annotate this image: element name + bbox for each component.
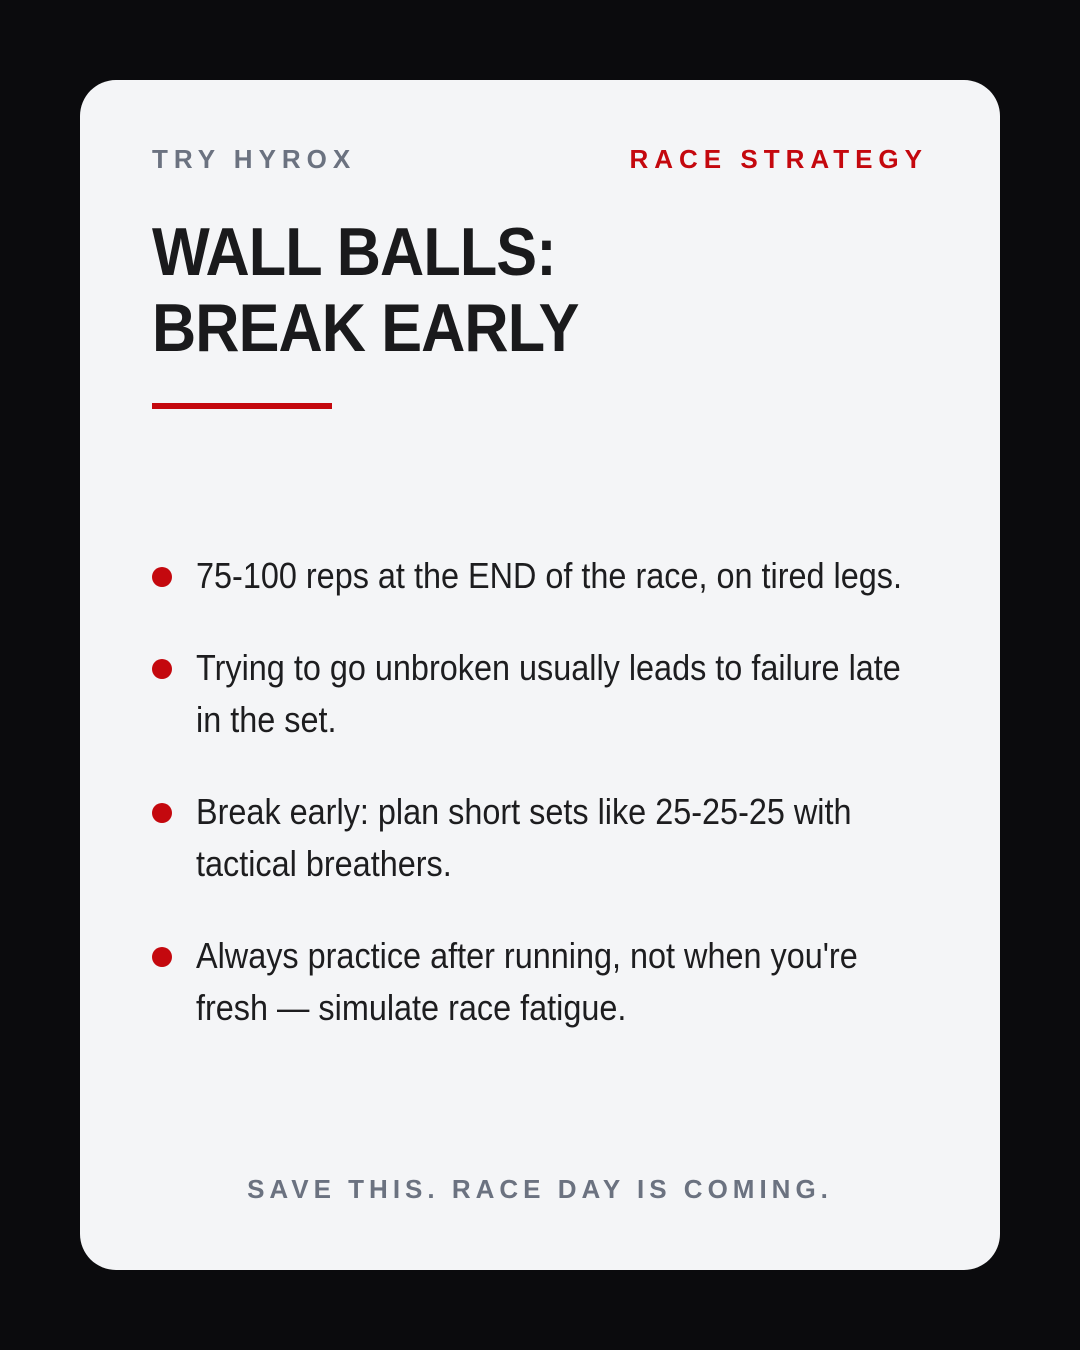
tip-card — [80, 80, 1000, 1270]
brand-label: TRY HYROX — [152, 144, 357, 174]
list-item-text: 75-100 reps at the END of the race, on tired legs. — [196, 555, 903, 596]
list-item — [152, 642, 952, 746]
list-item — [152, 930, 952, 1034]
bullet-dot-icon — [152, 803, 172, 823]
tips-list — [152, 550, 952, 1074]
list-item-text: Always practice after running, not when you're fresh — simulate race fatigue. — [196, 935, 858, 1028]
list-item-text: Trying to go unbroken usually leads to failure late in the set. — [196, 647, 901, 740]
list-item — [152, 786, 952, 890]
bullet-dot-icon — [152, 567, 172, 587]
category-tag: RACE STRATEGY — [629, 144, 928, 174]
bullet-dot-icon — [152, 947, 172, 967]
bullet-dot-icon — [152, 659, 172, 679]
list-item — [152, 550, 952, 602]
card-title: WALL BALLS: BREAK EARLY — [152, 214, 579, 366]
list-item-text: Break early: plan short sets like 25-25-25 with tactical breathers. — [196, 791, 852, 884]
footer-callout: SAVE THIS. RACE DAY IS COMING. — [247, 1174, 833, 1204]
accent-divider — [152, 403, 332, 409]
